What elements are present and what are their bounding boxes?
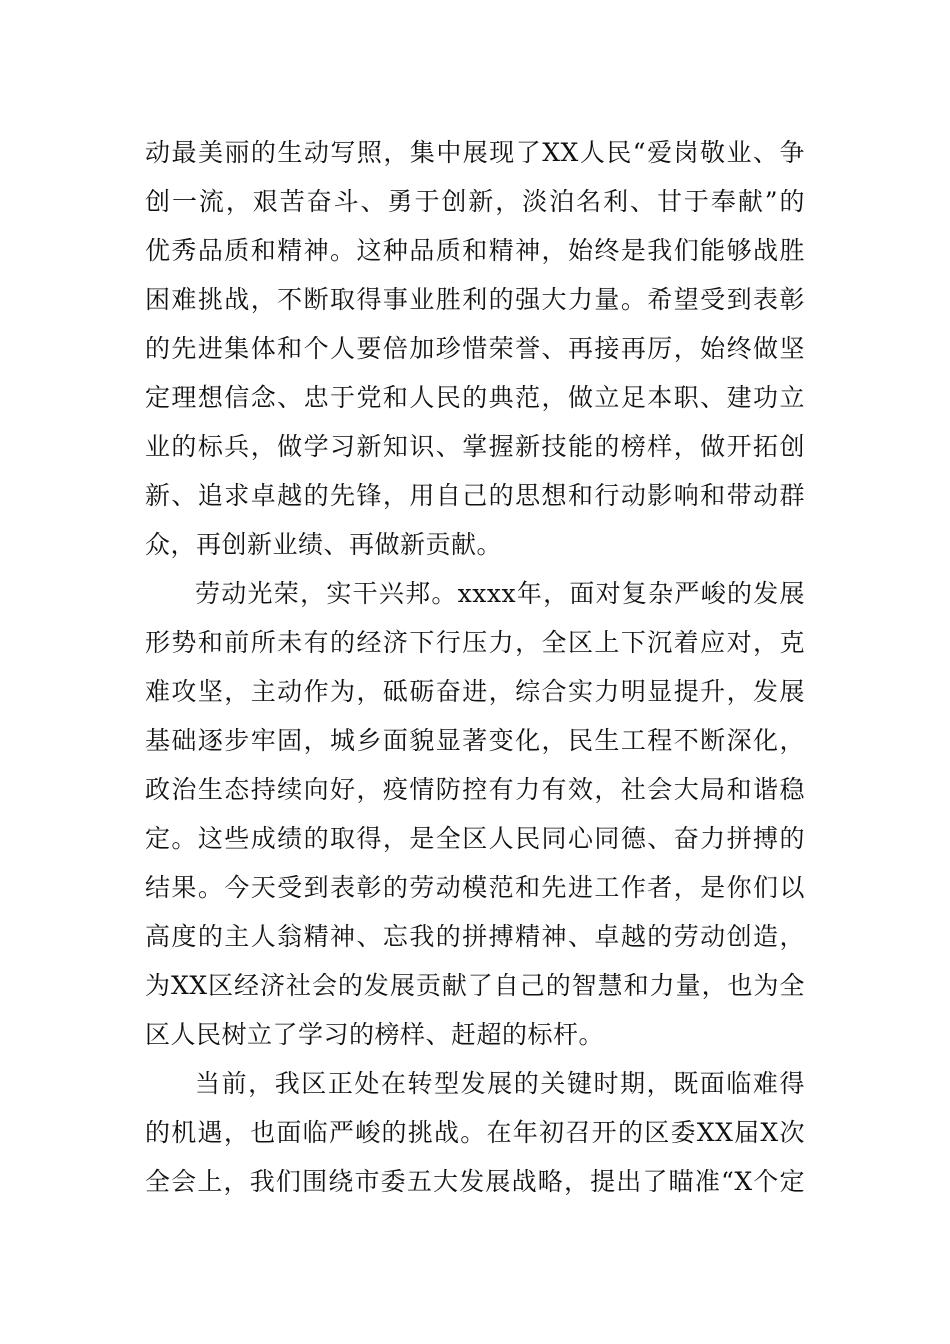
text-line: 定。这些成绩的取得，是全区人民同心同德、奋力拼搏的 <box>145 824 805 853</box>
text-line: 结果。今天受到表彰的劳动模范和先进工作者，是你们以 <box>145 873 805 902</box>
text-line: 政治生态持续向好，疫情防控有力有效，社会大局和谐稳 <box>145 775 805 804</box>
text-line: 的先进集体和个人要倍加珍惜荣誉、再接再厉，始终做坚 <box>145 334 805 363</box>
text-line: 新、追求卓越的先锋，用自己的思想和行动影响和带动群 <box>145 481 805 510</box>
paragraph-3 <box>145 1059 805 1206</box>
text-line: 难攻坚，主动作为，砥砺奋进，综合实力明显提升，发展 <box>145 677 805 706</box>
text-line: 的机遇，也面临严峻的挑战。在年初召开的区委XX届X次 <box>145 1118 805 1147</box>
document-body <box>145 128 805 1206</box>
text-line: 定理想信念、忠于党和人民的典范，做立足本职、建功立 <box>145 383 805 412</box>
text-line: 基础逐步牢固，城乡面貌显著变化，民生工程不断深化， <box>145 726 805 755</box>
text-line: 形势和前所未有的经济下行压力，全区上下沉着应对，克 <box>145 628 805 657</box>
paragraph-2 <box>145 569 805 1059</box>
text-line: 动最美丽的生动写照，集中展现了XX人民“爱岗敬业、争 <box>145 138 805 167</box>
text-line: 业的标兵，做学习新知识、掌握新技能的榜样，做开拓创 <box>145 432 805 461</box>
text-line: 众，再创新业绩、再做新贡献。 <box>145 530 503 559</box>
text-line: 劳动光荣，实干兴邦。xxxx年，面对复杂严峻的发展 <box>195 579 805 608</box>
text-line: 高度的主人翁精神、忘我的拼搏精神、卓越的劳动创造， <box>145 922 805 951</box>
paragraph-1 <box>145 128 805 569</box>
text-line: 全会上，我们围绕市委五大发展战略，提出了瞄准“X个定 <box>145 1167 805 1196</box>
text-line: 为XX区经济社会的发展贡献了自己的智慧和力量，也为全 <box>145 971 805 1000</box>
text-line: 区人民树立了学习的榜样、赶超的标杆。 <box>145 1020 605 1049</box>
text-line: 当前，我区正处在转型发展的关键时期，既面临难得 <box>195 1069 805 1098</box>
text-line: 创一流，艰苦奋斗、勇于创新，淡泊名利、甘于奉献”的 <box>145 187 805 216</box>
text-line: 困难挑战，不断取得事业胜利的强大力量。希望受到表彰 <box>145 285 805 314</box>
text-line: 优秀品质和精神。这种品质和精神，始终是我们能够战胜 <box>145 236 805 265</box>
